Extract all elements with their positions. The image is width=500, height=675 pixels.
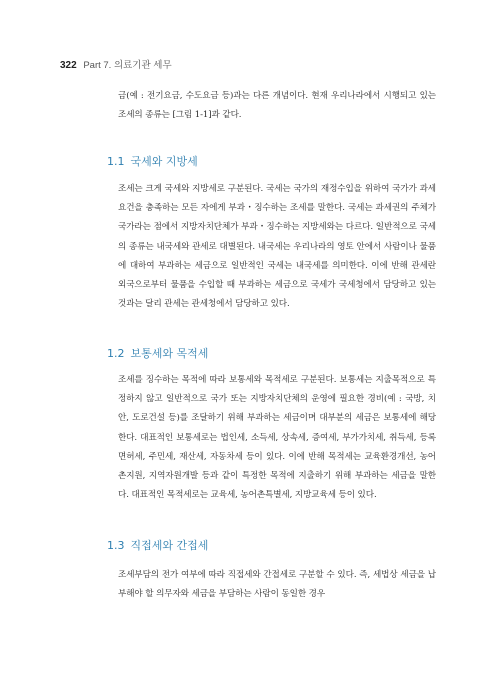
section-number: 1.2 [107, 347, 125, 360]
page-header [60, 57, 172, 71]
section-title: 보통세와 목적세 [130, 347, 209, 360]
section-number: 1.3 [107, 539, 125, 552]
section-1-1-body: 조세는 크게 국세와 지방세로 구분된다. 국세는 국가의 재정수입을 위하여 국가가 과세요건을 충족하는 모든 자에게 부과・징수하는 조세를 말한다. 국세는 과세권의 주체가 국가라는 점에서 지방자치단체가 부과・징수하는 지방세와는 다르다. 일반적으로 국세의 종류는 내국세와 관세로 대별된다. 내국세는 우리나라의 영토 안에서 사람이나 물품에 대하여 부과하는 세금으로 일반적인 국세는 내국세를 의미한다. 이에 반해 관세란 외국으로부터 물품을 수입할 때 부과하는 세금으로 국세가 국세청에서 담당하고 있는 것과는 달리 관세는 관세청에서 담당하고 있다. [118, 184, 436, 310]
section-heading-1-1 [107, 153, 198, 169]
running-section-title: Part 7. 의료기관 세무 [83, 60, 172, 71]
section-number: 1.1 [107, 155, 125, 168]
section-title: 국세와 지방세 [130, 155, 198, 168]
section-1-2-body: 조세를 징수하는 목적에 따라 보통세와 목적세로 구분된다. 보통세는 지출목적으로 특정하지 않고 일반적으로 국가 또는 지방자치단체의 운영에 필요한 경비(예 : 국방, 치안, 도로건설 등)를 조달하기 위해 부과하는 세금이며 대부분의 세금은 보통세에 해당한다. 대표적인 보통세로는 법인세, 소득세, 상속세, 증여세, 부가가치세, 취득세, 등록면허세, 주민세, 재산세, 자동차세 등이 있다. 이에 반해 목적세는 교육환경개선, 농어촌지원, 지역자원개발 등과 같이 특정한 목적에 지출하기 위해 부과하는 세금을 말한다. 대표적인 목적세로는 교육세, 농어촌특별세, 지방교육세 등이 있다. [118, 375, 436, 501]
section-heading-1-3 [107, 537, 208, 553]
page-number: 322 [60, 60, 77, 71]
intro-paragraph: 금(예 : 전기요금, 수도요금 등)과는 다른 개념이다. 현재 우리나라에서 시행되고 있는 조세의 종류는 [그림 1-1]과 같다. [118, 91, 436, 121]
section-1-3-body: 조세부담의 전가 여부에 따라 직접세와 간접세로 구분할 수 있다. 즉, 세법상 세금을 납부해야 할 의무자와 세금을 부담하는 사람이 동일한 경우 [118, 570, 436, 600]
section-heading-1-2 [107, 345, 208, 361]
section-title: 직접세와 간접세 [130, 539, 209, 552]
